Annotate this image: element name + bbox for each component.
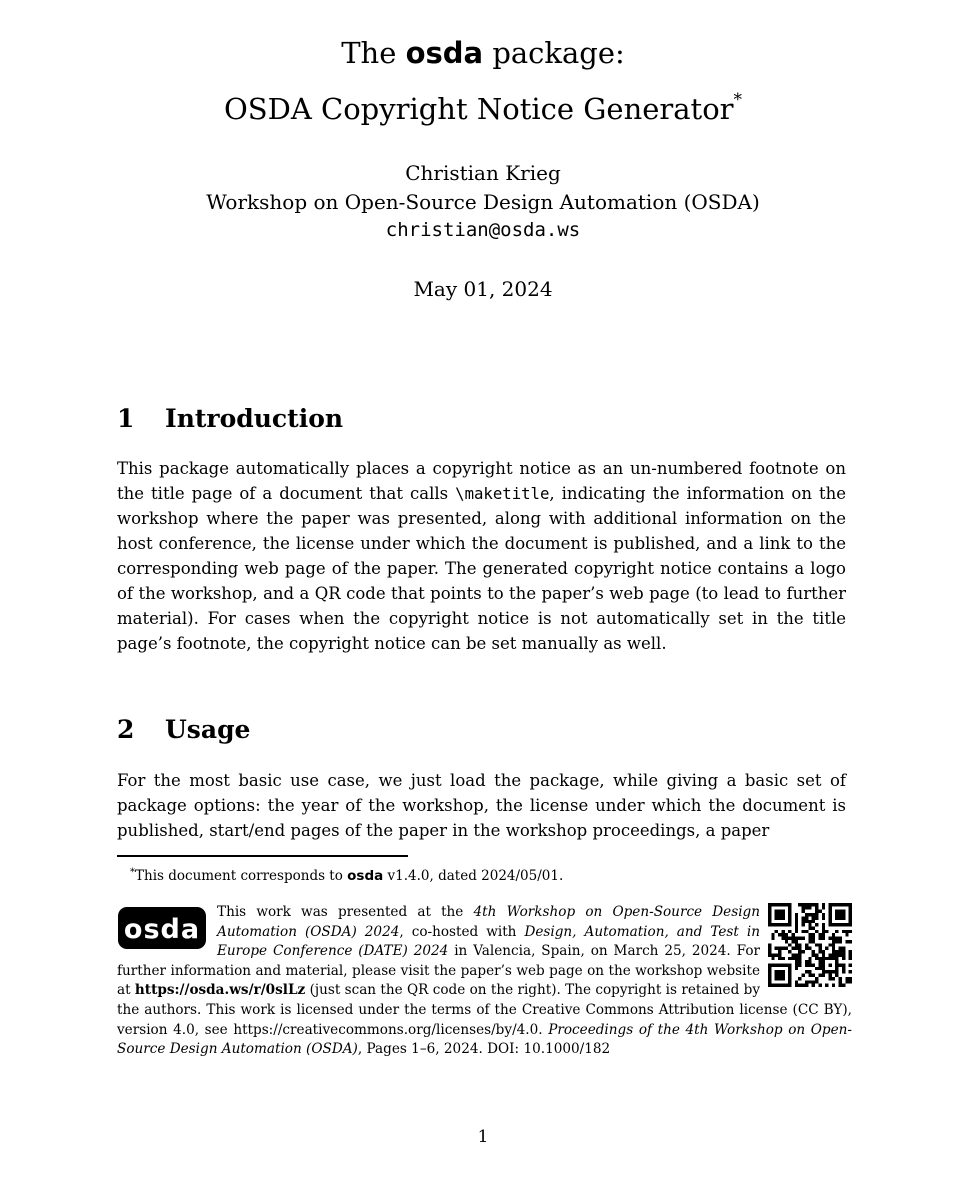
- author-block: [0, 159, 966, 245]
- text-segment: Design, Automation, and Test in Europe Conference (DATE) 2024: [217, 923, 760, 960]
- text-segment: This work was presented at the: [217, 904, 474, 920]
- date: May 01, 2024: [413, 277, 553, 301]
- text-segment: osda: [347, 868, 384, 884]
- link[interactable]: https://creativecommons.org/licenses/by/4.0: [233, 1021, 539, 1038]
- osda-logo-text: osda: [123, 914, 201, 945]
- author-name: Christian Krieg: [405, 161, 561, 185]
- text-segment: .: [538, 1021, 549, 1038]
- text-segment: For the most basic use case, we just load the package, while giving a basic set of package options: the year of the workshop, the license under which the document is published, start/end pages of the paper in the workshop proceedings, a paper: [117, 771, 846, 840]
- text-segment: This document corresponds to: [135, 868, 348, 884]
- usage-paragraph: [117, 768, 846, 843]
- text-segment: in Valencia, Spain, on March 25, 2024. For further information and material, please visit the paper’s web page on the workshop website at: [117, 943, 761, 999]
- text-segment: This package automatically places a copyright notice as an un-numbered footnote on the title page of a document that calls: [117, 459, 846, 503]
- text-segment: v1.4.0, dated 2024/05/01.: [383, 868, 564, 884]
- text-segment: , Pages 1–6, 2024. DOI: 10.1000/182: [357, 1041, 611, 1058]
- section-title: Introduction: [165, 404, 344, 433]
- qr-code-icon: [768, 903, 852, 987]
- text-segment: The: [341, 36, 406, 70]
- text-segment: 4th Workshop on Open-Source Design Automation (OSDA) 2024: [217, 904, 760, 940]
- section-number: 1: [117, 404, 135, 433]
- footnote-content: [135, 868, 563, 884]
- text-segment: , co-hosted with: [399, 923, 525, 940]
- paper-title-line2: [224, 92, 742, 126]
- copyright-text: [117, 904, 852, 1057]
- text-segment: \maketitle: [455, 484, 550, 503]
- link[interactable]: https://osda.ws/r/0slLz: [134, 982, 306, 999]
- osda-logo: [117, 906, 207, 950]
- paper-title-line1: [341, 36, 625, 70]
- title-footnote-marker: *: [733, 90, 743, 110]
- text-segment: Proceedings of the 4th Workshop on Open-Source Design Automation (OSDA): [117, 1021, 852, 1058]
- footnote-marker: *: [130, 867, 135, 878]
- footnote-block: [117, 855, 846, 886]
- text-segment: osda: [405, 36, 484, 70]
- title-block: [0, 30, 966, 133]
- page-number: 1: [477, 1127, 489, 1147]
- author-email: christian@osda.ws: [385, 219, 581, 241]
- text-segment: package:: [483, 36, 625, 70]
- text-segment: (just scan the QR code on the right). The copyright is retained by the authors. This work is licensed under the terms of the Creative Commons Attribution license (CC BY), version 4.0, see: [117, 982, 852, 1038]
- paper-title: [0, 30, 966, 133]
- author-affiliation: Workshop on Open-Source Design Automation (OSDA): [206, 189, 760, 214]
- section-heading-introduction: [117, 404, 846, 433]
- copyright-notice: [117, 903, 852, 1060]
- introduction-paragraph: [117, 456, 846, 656]
- section-number: 2: [117, 715, 135, 744]
- footnote-text: [117, 857, 846, 886]
- section-heading-usage: [117, 715, 846, 744]
- section-title: Usage: [165, 715, 251, 744]
- paper-title-line2-text: OSDA Copyright Notice Generator: [223, 92, 734, 126]
- text-segment: , indicating the information on the workshop where the paper was presented, along with additional information on the host conference, the license under which the document is published, and a link to the corresponding web page of the paper. The generated copyright notice contains a logo of the workshop, and a QR code that points to the paper’s web page (to lead to further material). For cases when the copyright notice is not automatically set in the title page’s footnote, the copyright notice can be set manually as well.: [117, 484, 846, 653]
